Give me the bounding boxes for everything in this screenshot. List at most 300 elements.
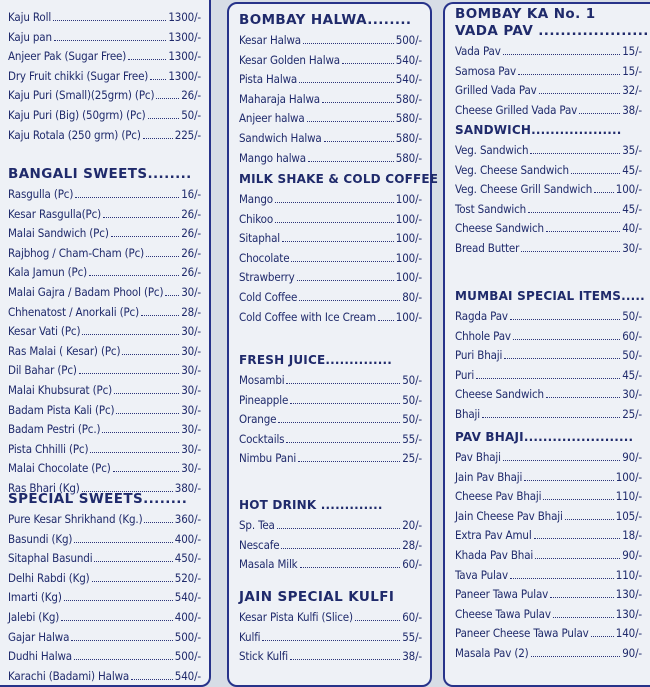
dot-leader (94, 550, 172, 562)
menu-item-name: Nescafe (239, 537, 280, 552)
menu-item-price: 400/- (174, 531, 201, 546)
menu-item-list (455, 141, 642, 259)
menu-item (455, 526, 642, 546)
menu-item (8, 106, 201, 126)
dot-leader (128, 48, 166, 60)
menu-item-name: Kala Jamun (Pc) (8, 265, 88, 280)
menu-item-price: 45/- (622, 162, 642, 177)
section-subheading: VADA PAV .................... (455, 23, 649, 39)
menu-item-price: 500/- (174, 629, 201, 644)
menu-item-price: 140/- (615, 626, 642, 641)
menu-item (8, 628, 201, 648)
menu-item-price: 15/- (622, 44, 642, 58)
menu-item-name: Veg. Cheese Grill Sandwich (455, 182, 593, 197)
dot-leader (299, 289, 400, 301)
menu-item (455, 487, 642, 507)
menu-item-name: Kesar Rasgulla(Pc) (8, 206, 102, 221)
menu-item (8, 28, 201, 48)
menu-item-name: Bhaji (455, 406, 480, 421)
menu-item (8, 185, 201, 205)
menu-item (239, 516, 422, 536)
menu-item-name: Kesar Golden Halwa (239, 52, 340, 67)
dot-leader (591, 625, 614, 637)
menu-item-name: Orange (239, 412, 277, 427)
menu-item-price: 110/- (615, 489, 642, 504)
menu-item-name: Imarti (Kg) (8, 590, 62, 605)
menu-item (239, 628, 422, 648)
menu-item (455, 101, 642, 121)
menu-item-name: Maharaja Halwa (239, 91, 320, 106)
menu-item (239, 410, 422, 430)
menu-item-price: 38/- (622, 102, 642, 117)
menu-item-name: Dil Bahar (Pc) (8, 363, 77, 378)
menu-item-price: 400/- (174, 609, 201, 624)
menu-item-name: Mosambi (239, 373, 285, 387)
dot-leader (378, 309, 394, 321)
menu-column-1 (0, 0, 211, 687)
section-heading: MUMBAI SPECIAL ITEMS..... (455, 289, 645, 303)
menu-item-name: Mango halwa (239, 150, 306, 165)
menu-item (8, 549, 201, 569)
dot-leader (111, 225, 180, 237)
menu-item-name: Puri (455, 367, 475, 382)
menu-item (239, 268, 422, 288)
menu-item-price: 60/- (622, 328, 642, 343)
menu-item-price: 30/- (181, 422, 201, 437)
menu-item-price: 450/- (174, 551, 201, 566)
dot-leader (579, 102, 620, 114)
dot-leader (141, 304, 179, 316)
menu-item-price: 50/- (402, 373, 422, 387)
menu-item-price: 28/- (181, 304, 201, 319)
menu-item-name: Kaju Rotala (250 grm) (Pc) (8, 127, 141, 142)
menu-item (455, 644, 642, 664)
dot-leader (308, 150, 394, 162)
menu-item-name: Cold Coffee with Ice Cream (239, 309, 376, 324)
menu-item-price: 580/- (395, 130, 422, 145)
dot-leader (90, 441, 179, 453)
menu-item-name: Masala Milk (239, 557, 298, 572)
menu-item (8, 608, 201, 628)
menu-item (239, 449, 422, 469)
menu-item-list (239, 516, 422, 575)
menu-item-list (455, 448, 642, 664)
dot-leader (539, 82, 621, 94)
menu-item-name: Grilled Vada Pav (455, 83, 537, 98)
dot-leader (550, 586, 614, 598)
menu-item-price: 100/- (395, 250, 422, 265)
menu-item-price: 30/- (181, 402, 201, 417)
menu-item (455, 405, 642, 425)
menu-item-price: 30/- (181, 363, 201, 378)
menu-item-name: Rasgulla (Pc) (8, 187, 74, 201)
menu-item-name: Bread Butter (455, 240, 520, 255)
menu-item-price: 20/- (402, 518, 422, 532)
menu-item-price: 30/- (622, 240, 642, 255)
menu-item-name: Malai Sandwich (Pc) (8, 226, 109, 241)
menu-item-name: Cocktails (239, 431, 285, 446)
menu-item-name: Pineapple (239, 392, 289, 407)
menu-item (8, 588, 201, 608)
menu-item-price: 50/- (181, 107, 201, 122)
menu-item-name: Cheese Tawa Pulav (455, 606, 551, 621)
menu-item-name: Dry Fruit chikki (Sugar Free) (8, 68, 149, 83)
dot-leader (303, 32, 394, 44)
menu-item-price: 16/- (181, 187, 201, 201)
menu-item (239, 536, 422, 556)
dot-leader (275, 191, 394, 203)
section-heading: MILK SHAKE & COLD COFFEE (239, 172, 439, 186)
section-heading: BOMBAY KA No. 1 (455, 6, 596, 22)
dot-leader (355, 609, 400, 621)
menu-item (8, 47, 201, 67)
menu-item (239, 308, 422, 328)
menu-item-name: Ras Bhari (Kg) (8, 480, 80, 495)
menu-item-price: 90/- (622, 547, 642, 562)
menu-item-name: Anjeer Pak (Sugar Free) (8, 49, 127, 64)
dot-leader (275, 211, 394, 223)
menu-item-name: Khada Pav Bhai (455, 547, 534, 562)
menu-item-price: 100/- (615, 469, 642, 484)
menu-item-price: 50/- (402, 412, 422, 427)
section-heading: HOT DRINK ............. (239, 498, 383, 512)
menu-item (239, 31, 422, 51)
menu-item-price: 30/- (181, 441, 201, 456)
menu-item-name: Gajar Halwa (8, 629, 70, 644)
menu-item-name: Strawberry (239, 270, 295, 285)
menu-item (455, 239, 642, 259)
menu-item-name: Paneer Tawa Pulav (455, 587, 549, 602)
menu-item (8, 303, 201, 323)
dot-leader (528, 201, 620, 213)
dot-leader (324, 130, 394, 142)
menu-item-name: Badam Pestri (Pc.) (8, 422, 101, 437)
dot-leader (75, 186, 179, 198)
dot-leader (71, 629, 173, 641)
menu-item-price: 60/- (402, 557, 422, 572)
section-heading: SPECIAL SWEETS........ (8, 491, 188, 507)
menu-item-price: 540/- (395, 72, 422, 87)
menu-item-price: 18/- (622, 528, 642, 543)
dot-leader (114, 382, 179, 394)
menu-item (239, 288, 422, 308)
menu-item (8, 224, 201, 244)
menu-item-name: Basundi (Kg) (8, 531, 73, 546)
menu-item-price: 60/- (402, 610, 422, 624)
dot-leader (524, 469, 614, 481)
dot-leader (281, 537, 400, 549)
dot-leader (282, 230, 394, 242)
menu-item-name: Chhole Pav (455, 328, 511, 343)
menu-item (8, 510, 201, 530)
menu-item-name: Puri Bhaji (455, 348, 503, 363)
menu-item-price: 100/- (395, 192, 422, 206)
menu-item-price: 1300/- (168, 29, 201, 44)
menu-item (239, 70, 422, 90)
menu-item-price: 110/- (615, 567, 642, 582)
menu-item-name: Rajbhog / Cham-Cham (Pc) (8, 245, 145, 260)
dot-leader (290, 392, 400, 404)
dot-leader (503, 43, 621, 55)
menu-item-name: Pure Kesar Shrikhand (Kg.) (8, 512, 143, 526)
dot-leader (286, 372, 400, 384)
dot-leader (531, 645, 621, 657)
dot-leader (476, 367, 620, 379)
menu-item (239, 371, 422, 391)
dot-leader (54, 29, 166, 41)
menu-item-name: Kaju Puri (Small)(25grm) (Pc) (8, 88, 155, 103)
menu-item-price: 38/- (402, 649, 422, 664)
menu-section-mumbai-special-items (455, 288, 645, 425)
menu-item (455, 566, 642, 586)
dot-leader (565, 508, 614, 520)
menu-item-price: 225/- (174, 127, 201, 142)
menu-item (455, 468, 642, 488)
menu-item-name: Jain Cheese Pav Bhaji (455, 508, 563, 523)
dot-leader (530, 142, 620, 154)
menu-item-name: Extra Pav Amul (455, 528, 532, 543)
dot-leader (510, 308, 620, 320)
menu-item-list (8, 185, 201, 499)
menu-item-name: Pav Bhaji (455, 450, 501, 464)
menu-item-price: 30/- (622, 387, 642, 402)
section-heading: PAV BHAJI....................... (455, 430, 634, 444)
dot-leader (543, 488, 613, 500)
menu-column-3 (443, 2, 650, 687)
menu-item-name: Malai Chocolate (Pc) (8, 461, 111, 476)
menu-item (8, 283, 201, 303)
menu-item (455, 346, 642, 366)
menu-item-name: Cheese Sandwich (455, 221, 544, 236)
menu-item (239, 430, 422, 450)
dot-leader (103, 206, 179, 218)
dot-leader (503, 449, 620, 461)
menu-item (455, 200, 642, 220)
menu-item-name: Sitaphal Basundi (8, 551, 93, 566)
menu-item-name: Dudhi Halwa (8, 649, 72, 664)
menu-item-price: 28/- (402, 537, 422, 552)
menu-item (455, 585, 642, 605)
dot-leader (143, 127, 173, 139)
section-heading: BOMBAY HALWA........ (239, 12, 412, 28)
menu-item (455, 605, 642, 625)
dot-leader (291, 250, 393, 262)
dot-leader (144, 511, 172, 523)
menu-item-name: Tava Pulav (455, 567, 508, 582)
dot-leader (82, 323, 179, 335)
dot-leader (521, 240, 620, 252)
menu-item-list (239, 31, 422, 168)
menu-item (239, 90, 422, 110)
dot-leader (482, 406, 620, 418)
menu-item-list (455, 42, 642, 120)
menu-item-price: 35/- (622, 143, 642, 157)
menu-item-price: 540/- (174, 668, 201, 683)
menu-item-price: 100/- (395, 270, 422, 285)
menu-item (8, 126, 201, 146)
dot-leader (290, 648, 400, 660)
dot-leader (74, 648, 173, 660)
menu-item-list (239, 371, 422, 469)
menu-item-price: 26/- (181, 206, 201, 221)
menu-item (239, 555, 422, 575)
menu-item (239, 249, 422, 269)
menu-item (8, 8, 201, 28)
menu-item-name: Sandwich Halwa (239, 130, 322, 145)
menu-item-price: 30/- (181, 284, 201, 299)
menu-item-name: Veg. Sandwich (455, 143, 529, 157)
menu-section-bangali-sweets (8, 166, 201, 499)
menu-item (8, 205, 201, 225)
menu-item-name: Cheese Pav Bhaji (455, 489, 542, 504)
menu-item-price: 1300/- (168, 10, 201, 24)
menu-item (455, 385, 642, 405)
menu-item-price: 580/- (395, 91, 422, 106)
menu-item (8, 244, 201, 264)
menu-item (239, 149, 422, 169)
menu-item-name: Kaju Roll (8, 10, 52, 24)
menu-item (455, 546, 642, 566)
menu-item-name: Kesar Pista Kulfi (Slice) (239, 610, 353, 624)
dot-leader (122, 343, 179, 355)
dot-leader (79, 362, 179, 374)
dot-leader (277, 517, 400, 529)
menu-item-list (239, 190, 422, 327)
menu-item (8, 401, 201, 421)
dot-leader (510, 567, 614, 579)
menu-item (239, 109, 422, 129)
menu-item-price: 45/- (622, 367, 642, 382)
menu-item-price: 45/- (622, 201, 642, 216)
menu-item (8, 86, 201, 106)
menu-item (455, 42, 642, 62)
menu-item-price: 105/- (615, 508, 642, 523)
dot-leader (116, 402, 179, 414)
menu-item-price: 100/- (395, 211, 422, 226)
dot-leader (342, 52, 394, 64)
menu-item-price: 90/- (622, 645, 642, 660)
dot-leader (262, 629, 400, 641)
menu-item-price: 100/- (395, 309, 422, 324)
menu-section-bombay-ka-no-1 (455, 6, 649, 120)
menu-item (455, 327, 642, 347)
menu-item (239, 129, 422, 149)
menu-item-price: 80/- (402, 289, 422, 304)
menu-item-price: 26/- (181, 245, 201, 260)
dot-leader (504, 347, 620, 359)
menu-item-list (239, 608, 422, 667)
dot-leader (156, 87, 179, 99)
menu-item (8, 361, 201, 381)
menu-item-price: 1300/- (168, 49, 201, 64)
dot-leader (131, 668, 173, 680)
dot-leader (297, 269, 394, 281)
menu-item (455, 180, 642, 200)
menu-item (239, 51, 422, 71)
dot-leader (546, 386, 620, 398)
menu-item-name: Jain Pav Bhaji (455, 469, 523, 484)
menu-item-name: Tost Sandwich (455, 201, 527, 216)
dot-leader (534, 527, 621, 539)
menu-item-name: Ragda Pav (455, 309, 508, 323)
menu-item-name: Kaju pan (8, 29, 52, 44)
dot-leader (53, 9, 166, 21)
dot-leader (571, 162, 620, 174)
menu-section-milk-shake-cold-coffee (239, 171, 439, 327)
menu-item-list (455, 307, 642, 425)
menu-item-name: Mango (239, 192, 273, 206)
menu-item-price: 26/- (181, 88, 201, 103)
menu-item (455, 62, 642, 82)
menu-item (8, 459, 201, 479)
menu-item (8, 530, 201, 550)
menu-item-name: Stick Kulfi (239, 649, 288, 664)
menu-item-price: 540/- (395, 52, 422, 67)
menu-item (239, 391, 422, 411)
menu-item-name: Anjeer halwa (239, 111, 305, 126)
menu-item-price: 100/- (395, 231, 422, 246)
menu-item-name: Nimbu Pani (239, 451, 297, 466)
menu-item-name: Sitaphal (239, 231, 280, 246)
dot-leader (322, 91, 394, 103)
menu-item (455, 81, 642, 101)
menu-item (8, 381, 201, 401)
dot-leader (546, 220, 620, 232)
section-heading: FRESH JUICE.............. (239, 353, 392, 367)
menu-section-intro (8, 6, 201, 145)
menu-item-name: Ras Malai ( Kesar) (Pc) (8, 343, 121, 358)
menu-item-name: Kesar Halwa (239, 33, 301, 47)
dot-leader (165, 284, 179, 296)
menu-item (239, 608, 422, 628)
menu-item-price: 50/- (402, 392, 422, 407)
section-heading: BANGALI SWEETS........ (8, 166, 192, 182)
menu-item-price: 30/- (181, 461, 201, 476)
menu-item-price: 25/- (402, 451, 422, 466)
menu-item-price: 520/- (174, 570, 201, 585)
section-heading: JAIN SPECIAL KULFI (239, 589, 395, 605)
dot-leader (535, 547, 620, 559)
dot-leader (89, 264, 179, 276)
menu-item (239, 229, 422, 249)
menu-item-name: Badam Pista Kali (Pc) (8, 402, 115, 417)
menu-item-name: Sp. Tea (239, 518, 275, 532)
menu-section-pav-bhaji (455, 429, 642, 664)
menu-item-name: Chikoo (239, 211, 273, 226)
dot-leader (61, 609, 173, 621)
menu-item-price: 50/- (622, 309, 642, 323)
menu-item (8, 67, 201, 87)
menu-item-price: 580/- (395, 150, 422, 165)
dot-leader (518, 63, 620, 75)
menu-item-price: 55/- (402, 431, 422, 446)
section-heading: SANDWICH................... (455, 123, 622, 137)
menu-item (8, 569, 201, 589)
dot-leader (299, 71, 394, 83)
menu-item (455, 161, 642, 181)
menu-item-name: Karachi (Badami) Halwa (8, 668, 130, 683)
dot-leader (594, 181, 614, 193)
menu-item-price: 90/- (622, 450, 642, 464)
menu-item (8, 647, 201, 667)
dot-leader (278, 411, 400, 423)
menu-item (455, 141, 642, 161)
menu-item-list (8, 510, 201, 686)
menu-item (8, 667, 201, 687)
menu-column-2 (227, 2, 439, 687)
menu-item-name: Cold Coffee (239, 289, 298, 304)
dot-leader (146, 245, 179, 257)
